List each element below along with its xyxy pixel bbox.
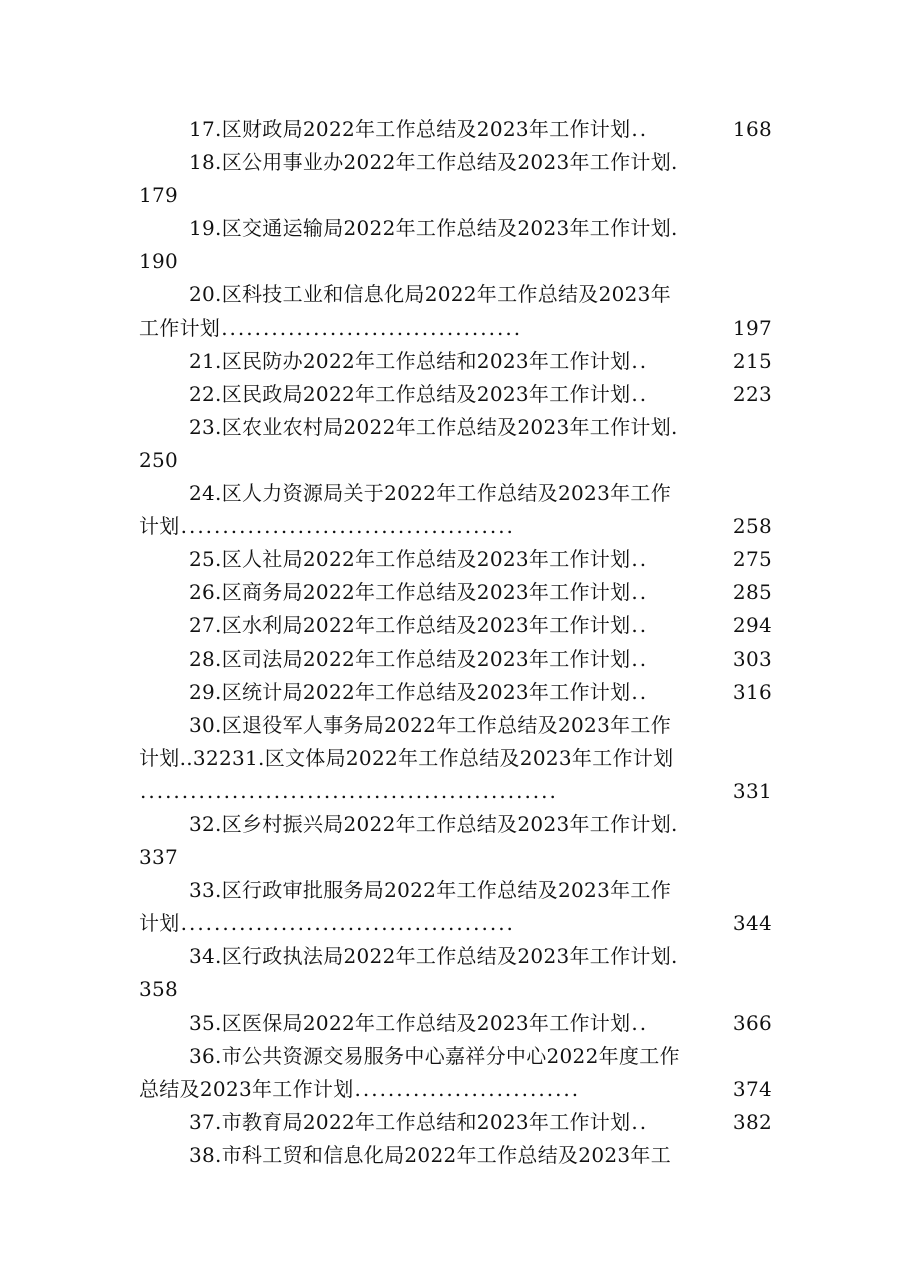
- toc-page-number: 374: [732, 1076, 772, 1101]
- toc-entry-text: 33.区行政审批服务局2022年工作总结及2023年工作: [189, 878, 672, 903]
- toc-line: [139, 543, 772, 576]
- toc-entry-text: 30.区退役军人事务局2022年工作总结及2023年工作: [189, 712, 672, 737]
- toc-line: [139, 676, 772, 709]
- toc-line: [139, 212, 772, 245]
- toc-line: [139, 477, 772, 510]
- toc-line: [139, 907, 772, 940]
- toc-line: [139, 146, 772, 179]
- toc-dot-leader: ...........................: [354, 1076, 581, 1101]
- toc-entry-text: 20.区科技工业和信息化局2022年工作总结及2023年: [189, 282, 672, 307]
- toc-entry-text: 25.区人社局2022年工作总结及2023年工作计划: [189, 547, 631, 572]
- toc-page-number: 366: [732, 1010, 772, 1035]
- toc-entry-text: 18.区公用事业办2022年工作总结及2023年工作计划.: [189, 150, 678, 175]
- toc-dot-leader: ..: [631, 547, 649, 572]
- toc-line: [139, 345, 772, 378]
- toc-entry-text: 计划: [139, 911, 180, 936]
- toc-entry-text: 35.区医保局2022年工作总结及2023年工作计划: [189, 1010, 631, 1035]
- toc-entry-text: 26.区商务局2022年工作总结及2023年工作计划: [189, 580, 631, 605]
- toc-entry-text: 34.区行政执法局2022年工作总结及2023年工作计划.: [189, 944, 678, 969]
- toc-dot-leader: ..: [631, 1010, 649, 1035]
- toc-entry-text: 358: [139, 977, 179, 1002]
- toc-line: [139, 1139, 772, 1172]
- toc-entry-text: 17.区财政局2022年工作总结及2023年工作计划: [189, 117, 631, 141]
- toc-line: [139, 510, 772, 543]
- toc-entry-text: 28.区司法局2022年工作总结及2023年工作计划: [189, 646, 631, 671]
- toc-page-number: 285: [732, 580, 772, 605]
- toc-page-number: 197: [732, 315, 772, 340]
- toc-line: [139, 1106, 772, 1139]
- toc-entry-text: 36.市公共资源交易服务中心嘉祥分中心2022年度工作: [189, 1043, 680, 1068]
- toc-dot-leader: ..: [631, 580, 649, 605]
- toc-dot-leader: ..: [631, 613, 649, 638]
- toc-line: [139, 576, 772, 609]
- toc-line: [139, 444, 772, 477]
- toc-line: [139, 841, 772, 874]
- toc-page-number: 223: [732, 381, 772, 406]
- toc-page-number: 344: [732, 911, 772, 936]
- toc-dot-leader: ..: [631, 117, 649, 141]
- toc-page-number: 382: [732, 1109, 772, 1134]
- toc-dot-leader: ..: [631, 381, 649, 406]
- toc-line: [139, 808, 772, 841]
- toc-entry-text: 22.区民政局2022年工作总结及2023年工作计划: [189, 381, 631, 406]
- toc-page-number: 331: [732, 778, 772, 803]
- toc-dot-leader: ....................................: [221, 315, 523, 340]
- toc-dot-leader: ..: [631, 1109, 649, 1134]
- toc-entry-text: 总结及2023年工作计划: [139, 1076, 354, 1101]
- toc-entry-text: 23.区农业农村局2022年工作总结及2023年工作计划.: [189, 414, 678, 439]
- toc-line: [139, 245, 772, 278]
- toc-line: [139, 874, 772, 907]
- toc-dot-leader: ........................................: [180, 911, 515, 936]
- toc-line: [139, 609, 772, 642]
- toc-page-number: 316: [732, 679, 772, 704]
- toc-dot-leader: ..: [631, 679, 649, 704]
- toc-entry-text: 19.区交通运输局2022年工作总结及2023年工作计划.: [189, 216, 678, 241]
- toc-entry-text: 27.区水利局2022年工作总结及2023年工作计划: [189, 613, 631, 638]
- toc-entry-text: 179: [139, 183, 179, 208]
- toc-line: [139, 378, 772, 411]
- toc-entry-text: 工作计划: [139, 315, 221, 340]
- toc-line: [139, 742, 772, 775]
- toc-entry-text: 37.市教育局2022年工作总结和2023年工作计划: [189, 1109, 631, 1134]
- toc-line: [139, 775, 772, 808]
- toc-line: [139, 1073, 772, 1106]
- toc-dot-leader: ........................................: [180, 514, 515, 539]
- toc-page-number: 303: [732, 646, 772, 671]
- toc-line: [139, 643, 772, 676]
- table-of-contents: [139, 113, 772, 1172]
- toc-page-number: 215: [732, 348, 772, 373]
- toc-page-number: 258: [732, 514, 772, 539]
- toc-entry-text: 29.区统计局2022年工作总结及2023年工作计划: [189, 679, 631, 704]
- toc-dot-leader: ..: [631, 348, 649, 373]
- toc-dot-leader: ..: [631, 646, 649, 671]
- toc-line: [139, 1040, 772, 1073]
- toc-dot-leader: ..................................................: [140, 778, 558, 803]
- toc-line: [139, 709, 772, 742]
- toc-line: [139, 179, 772, 212]
- toc-entry-text: 21.区民防办2022年工作总结和2023年工作计划: [189, 348, 631, 373]
- toc-line: [139, 940, 772, 973]
- toc-page-number: 294: [732, 613, 772, 638]
- toc-entry-text: 337: [139, 845, 179, 870]
- toc-line: [139, 973, 772, 1006]
- toc-entry-text: 24.区人力资源局关于2022年工作总结及2023年工作: [189, 481, 672, 506]
- toc-entry-text: 计划..32231.区文体局2022年工作总结及2023年工作计划: [139, 745, 674, 770]
- toc-line: [139, 312, 772, 345]
- toc-page-number: 275: [732, 547, 772, 572]
- toc-line: [139, 411, 772, 444]
- toc-entry-text: 32.区乡村振兴局2022年工作总结及2023年工作计划.: [189, 811, 678, 836]
- toc-entry-text: 38.市科工贸和信息化局2022年工作总结及2023年工: [189, 1142, 672, 1167]
- toc-page-number: 168: [732, 117, 772, 141]
- toc-entry-text: 计划: [139, 514, 180, 539]
- toc-line: [139, 278, 772, 311]
- toc-line: [139, 1007, 772, 1040]
- toc-line: [139, 113, 772, 146]
- toc-entry-text: 190: [139, 249, 179, 274]
- toc-entry-text: 250: [139, 447, 179, 472]
